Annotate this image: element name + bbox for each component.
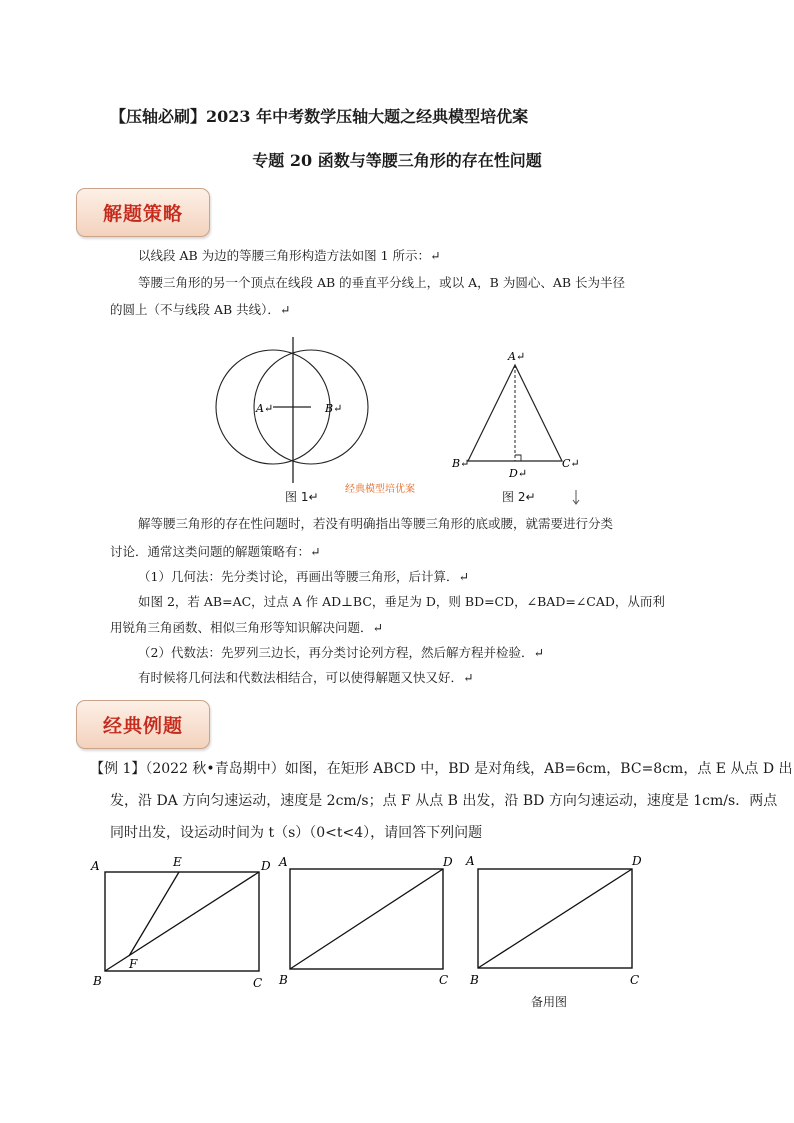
watermark-text: 经典模型培优案 [345, 484, 415, 495]
fig2-label-a: A↵ [508, 350, 526, 363]
strategy-paragraph-5b: 用锐角三角函数、相似三角形等知识解决问题．↵ [110, 620, 383, 635]
figure-2-caption: 图 2↵ [502, 490, 536, 504]
rect1-label-f: F [129, 957, 138, 971]
strategy-paragraph-3a: 解等腰三角形的存在性问题时，若没有明确指出等腰三角形的底或腰，就需要进行分类 [138, 516, 614, 531]
cursor-mark-icon [572, 488, 584, 508]
example-1-line-3: 同时出发，设运动时间为 t（s）（0<t<4），请回答下列问题 [110, 825, 483, 841]
rect1-label-e: E [173, 855, 182, 869]
diagonal-bd [478, 869, 632, 968]
strategy-banner [76, 188, 210, 237]
rect1-label-a: A [91, 859, 100, 873]
strategy-paragraph-7: 有时候将几何法和代数法相结合，可以使得解题又快又好．↵ [138, 670, 474, 685]
figure-1-circles [215, 335, 385, 495]
rect2-label-c: C [439, 973, 449, 987]
rect3-label-a: A [466, 854, 475, 868]
rectangle-figure-spare [462, 850, 652, 990]
segment-ef [129, 872, 179, 956]
examples-heading: 经典例题 [102, 715, 183, 737]
rect2-label-a: A [279, 855, 288, 869]
strategy-paragraph-5a: 如图 2，若 AB=AC，过点 A 作 AD⊥BC，垂足为 D，则 BD=CD，∠BAD=∠CAD，从而利 [138, 594, 665, 609]
strategy-paragraph-2a: 等腰三角形的另一个顶点在线段 AB 的垂直平分线上，或以 A，B 为圆心、AB 长为半径 [138, 275, 626, 290]
strategy-paragraph-3b: 讨论．通常这类问题的解题策略有：↵ [110, 544, 321, 559]
rect1-label-c: C [253, 976, 263, 990]
strategy-heading: 解题策略 [102, 203, 183, 225]
rect3-label-c: C [630, 973, 640, 987]
strategy-paragraph-2b: 的圆上（不与线段 AB 共线）．↵ [110, 302, 291, 317]
topic-title: 专题 20 函数与等腰三角形的存在性问题 [252, 151, 542, 170]
rect2-label-d: D [443, 855, 453, 869]
rect2-label-b: B [279, 973, 288, 987]
rect3-label-b: B [470, 973, 479, 987]
document-title: 【压轴必刷】2023 年中考数学压轴大题之经典模型培优案 [110, 107, 529, 126]
strategy-paragraph-4: （1）几何法：先分类讨论，再画出等腰三角形，后计算．↵ [138, 569, 469, 584]
figure-2-triangle [448, 345, 583, 480]
strategy-paragraph-6: （2）代数法：先罗列三边长，再分类讨论列方程，然后解方程并检验．↵ [138, 645, 544, 660]
right-angle-mark [515, 455, 521, 461]
fig2-label-b: B↵ [452, 457, 470, 470]
rect3-label-d: D [632, 854, 642, 868]
rectangle-figure-main [85, 852, 275, 992]
fig2-label-d: D↵ [509, 467, 528, 480]
fig2-label-c: C↵ [562, 457, 580, 470]
diagonal-bd [290, 869, 443, 969]
example-1-line-2: 发，沿 DA 方向匀速运动，速度是 2cm/s；点 F 从点 B 出发，沿 BD 方向匀速运动，速度是 1cm/s．两点 [110, 793, 778, 809]
rect1-label-d: D [261, 859, 271, 873]
fig1-label-a: A↵ [256, 402, 274, 415]
example-1-line-1: 【例 1】（2022 秋•青岛期中）如图，在矩形 ABCD 中，BD 是对角线，AB=6cm，BC=8cm，点 E 从点 D 出 [90, 761, 793, 777]
fig1-label-b: B↵ [325, 402, 343, 415]
examples-banner [76, 700, 210, 749]
rectangle-figure-second [273, 852, 463, 992]
figure-1-caption: 图 1↵ [285, 490, 319, 504]
spare-figure-caption: 备用图 [531, 995, 568, 1009]
rect1-label-b: B [93, 974, 102, 988]
strategy-paragraph-1: 以线段 AB 为边的等腰三角形构造方法如图 1 所示：↵ [138, 248, 441, 263]
